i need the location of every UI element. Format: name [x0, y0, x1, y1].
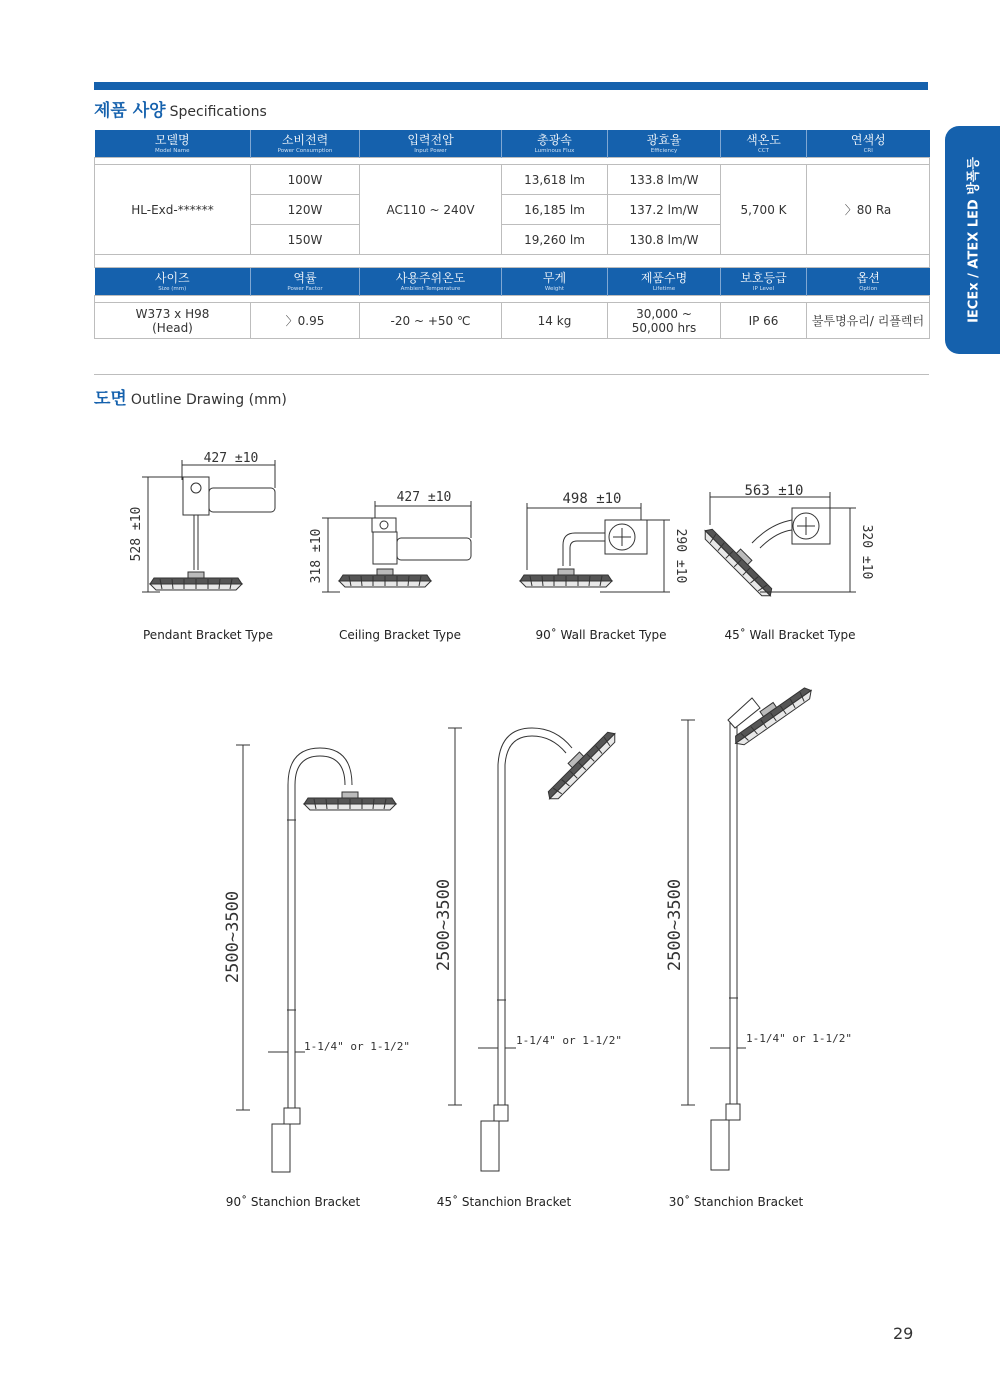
cell-flux: 16,185 lm — [502, 195, 608, 225]
caption-stanchion-45: 45˚ Stanchion Bracket — [436, 1195, 572, 1209]
col-header-flux: 총광속 Luminous Flux — [502, 130, 608, 158]
col-header-input: 입력전압 Input Power — [360, 130, 502, 158]
col-header-option: 옵션 Option — [807, 268, 930, 296]
cell-power: 100W — [251, 165, 360, 195]
cell-cct: 5,700 K — [721, 165, 807, 255]
col-header-ip: 보호등급 IP Level — [721, 268, 807, 296]
stanchion-30-drawing — [681, 681, 815, 1170]
cell-power: 150W — [251, 225, 360, 255]
caption-wall-90: 90˚ Wall Bracket Type — [535, 628, 667, 642]
stanchion-45-drawing — [448, 725, 619, 1171]
outline-title-ko: 도면 — [94, 389, 127, 409]
col-header-efficiency: 광효율 Efficiency — [608, 130, 721, 158]
pendant-bracket-drawing — [142, 460, 275, 592]
col-header-ambient: 사용주위온도 Ambient Temperature — [360, 268, 502, 296]
cell-size: W373 x H98 (Head) — [95, 303, 251, 339]
cell-ambient: -20 ~ +50 ℃ — [360, 303, 502, 339]
wall-45-width-dim: 563 ±10 — [744, 483, 804, 499]
pendant-width-dim: 427 ±10 — [203, 451, 259, 466]
cell-input-power: AC110 ~ 240V — [360, 165, 502, 255]
stanchion-90-drawing — [236, 745, 396, 1172]
page-number: 29 — [893, 1324, 914, 1343]
col-header-weight: 무게 Weight — [502, 268, 608, 296]
cell-lifetime: 30,000 ~ 50,000 hrs — [608, 303, 721, 339]
wall-45-height-dim: 320 ±10 — [859, 524, 874, 580]
caption-stanchion-30: 30˚ Stanchion Bracket — [668, 1195, 804, 1209]
cell-power-factor: 〉0.95 — [251, 303, 360, 339]
specifications-title-en: Specifications — [169, 104, 267, 120]
col-header-lifetime: 제품수명 Lifetime — [608, 268, 721, 296]
caption-wall-45: 45˚ Wall Bracket Type — [724, 628, 856, 642]
stanchion-30-pipe-dim: 1-1/4" or 1-1/2" — [746, 1032, 852, 1045]
cell-efficiency: 130.8 lm/W — [608, 225, 721, 255]
stanchion-45-pipe-dim: 1-1/4" or 1-1/2" — [516, 1034, 622, 1047]
side-category-label: IECEx / ATEX LED 방폭등 — [966, 157, 982, 323]
cell-option: 불투명유리/ 리플렉터 — [807, 303, 930, 339]
col-header-power: 소비전력 Power Consumption — [251, 130, 360, 158]
cell-cri: 〉80 Ra — [807, 165, 930, 255]
caption-ceiling: Ceiling Bracket Type — [339, 628, 461, 642]
cell-weight: 14 kg — [502, 303, 608, 339]
col-header-cct: 색온도 CCT — [721, 130, 807, 158]
stanchion-90-pipe-dim: 1-1/4" or 1-1/2" — [304, 1040, 410, 1053]
col-header-cri: 연색성 CRI — [807, 130, 930, 158]
pendant-height-dim: 528 ±10 — [129, 506, 144, 562]
cell-flux: 19,260 lm — [502, 225, 608, 255]
stanchion-45-height-dim: 2500~3500 — [434, 878, 454, 972]
wall-90-bracket-drawing — [520, 503, 670, 592]
cell-ip-level: IP 66 — [721, 303, 807, 339]
cell-model: HL-Exd-****** — [95, 165, 251, 255]
cell-efficiency: 137.2 lm/W — [608, 195, 721, 225]
wall-45-bracket-drawing — [701, 492, 856, 600]
col-header-model: 모델명 Model Name — [95, 130, 251, 158]
wall-90-height-dim: 290 ±10 — [673, 528, 688, 584]
cell-flux: 13,618 lm — [502, 165, 608, 195]
wall-90-width-dim: 498 ±10 — [562, 491, 622, 507]
col-header-size: 사이즈 Size (mm) — [95, 268, 251, 296]
caption-stanchion-90: 90˚ Stanchion Bracket — [225, 1195, 361, 1209]
stanchion-30-height-dim: 2500~3500 — [665, 878, 685, 972]
ceiling-bracket-drawing — [322, 501, 471, 592]
ceiling-height-dim: 318 ±10 — [309, 528, 324, 584]
specifications-title-ko: 제품 사양 — [94, 101, 166, 121]
caption-pendant: Pendant Bracket Type — [143, 628, 273, 642]
col-header-power-factor: 역률 Power Factor — [251, 268, 360, 296]
cell-efficiency: 133.8 lm/W — [608, 165, 721, 195]
outline-title-en: Outline Drawing (mm) — [130, 392, 287, 408]
cell-power: 120W — [251, 195, 360, 225]
stanchion-90-height-dim: 2500~3500 — [223, 890, 243, 984]
ceiling-width-dim: 427 ±10 — [396, 490, 452, 505]
